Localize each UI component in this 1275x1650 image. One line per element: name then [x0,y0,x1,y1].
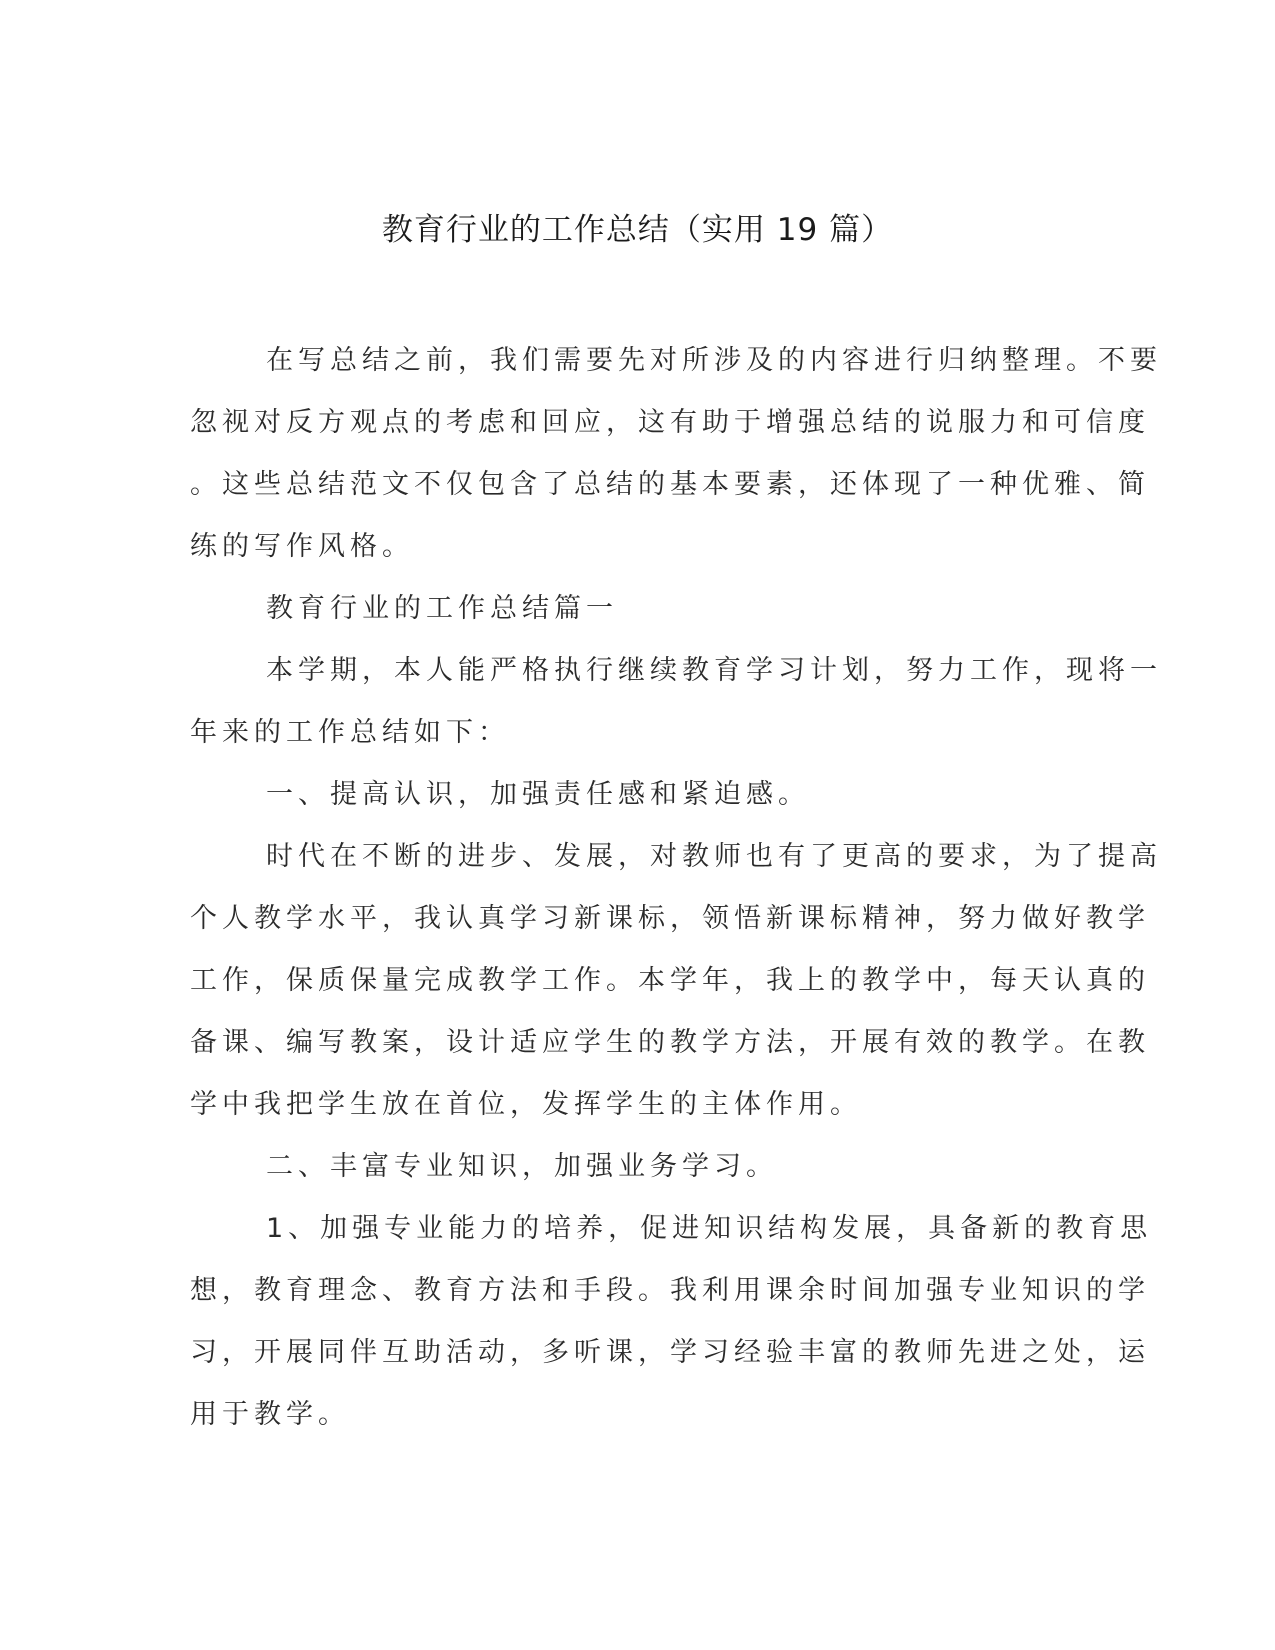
paragraph-line: 备课、编写教案，设计适应学生的教学方法，开展有效的教学。在教 [190,1027,1150,1058]
subheading: 二、丰富专业知识，加强业务学习。 [266,1151,778,1182]
paragraph-line: 1、加强专业能力的培养，促进知识结构发展，具备新的教育思 [266,1213,1153,1244]
paragraph-line: 习，开展同伴互助活动，多听课，学习经验丰富的教师先进之处，运 [190,1337,1150,1368]
paragraph-line: 年来的工作总结如下： [190,717,510,748]
subheading: 一、提高认识，加强责任感和紧迫感。 [266,779,810,810]
document-title: 教育行业的工作总结（实用 19 篇） [381,212,894,248]
paragraph-line: 个人教学水平，我认真学习新课标，领悟新课标精神，努力做好教学 [190,903,1150,934]
paragraph-line: 用于教学。 [190,1399,350,1430]
paragraph-line: 练的写作风格。 [190,531,414,562]
paragraph-line: 学中我把学生放在首位，发挥学生的主体作用。 [190,1089,862,1120]
paragraph-line: 本学期，本人能严格执行继续教育学习计划，努力工作，现将一 [266,655,1162,686]
section-heading: 教育行业的工作总结篇一 [266,593,618,624]
document-body [190,330,1162,1446]
paragraph-line: 忽视对反方观点的考虑和回应，这有助于增强总结的说服力和可信度 [190,407,1150,438]
paragraph-line: 工作，保质保量完成教学工作。本学年，我上的教学中，每天认真的 [190,965,1150,996]
paragraph-line: 时代在不断的进步、发展，对教师也有了更高的要求，为了提高 [266,841,1162,872]
paragraph-line: 在写总结之前，我们需要先对所涉及的内容进行归纳整理。不要 [266,345,1162,376]
paragraph-line: 想，教育理念、教育方法和手段。我利用课余时间加强专业知识的学 [190,1275,1150,1306]
paragraph-line: 。这些总结范文不仅包含了总结的基本要素，还体现了一种优雅、简 [190,469,1150,500]
